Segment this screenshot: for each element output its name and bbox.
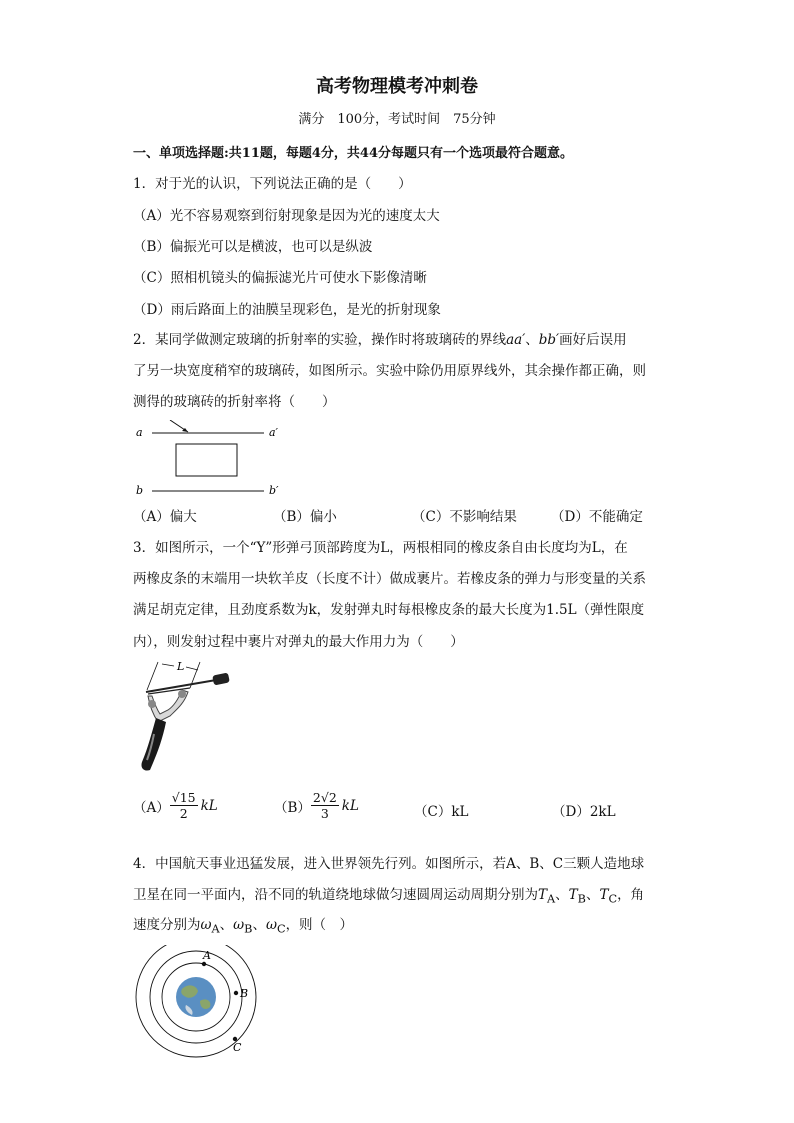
label-C: C [233, 1041, 242, 1054]
q3-option-b [274, 790, 359, 821]
glass-block [176, 444, 237, 476]
span-arrow-left [162, 664, 174, 666]
satellite-a [202, 962, 206, 966]
q2-var-bb: bb′ [538, 332, 560, 348]
q4-stem2-end: ，角 [617, 887, 645, 903]
span-mark-left [147, 662, 158, 690]
q3-a-label: （A） [133, 799, 170, 816]
q3-stem-line3: 满足胡克定律，且劲度系数为k，发射弹丸时每根橡皮条的最大长度为1.5L（弹性限度 [133, 602, 645, 618]
q1-option-a: （A）光不容易观察到衍射现象是因为光的速度太大 [133, 208, 440, 224]
q3-option-d: （D）2kL [552, 804, 616, 820]
q4-stem-line1: 4．中国航天事业迅猛发展，进入世界领先行列。如图所示，若A、B、C三颗人造地球 [133, 856, 645, 872]
q4-wc: ω [265, 917, 277, 933]
q4-wb: ω [233, 917, 245, 933]
q2-stem-line2: 了另一块宽度稍窄的玻璃砖，如图所示。实验中除仍用原界线外，其余操作都正确，则 [133, 363, 646, 379]
q4-ta-sub: A [547, 892, 556, 906]
q3-b-label: （B） [274, 799, 311, 816]
q4-wa-sub: A [211, 922, 220, 936]
q3-a-num: √15 [171, 790, 196, 805]
q2-stem-text-end: 画好后误用 [559, 332, 627, 348]
slingshot-figure [130, 652, 232, 777]
q4-stem3-text: 速度分别为 [133, 917, 201, 933]
q3-b-tail: kL [341, 797, 359, 814]
q2-figure [130, 420, 290, 502]
q2-stem-line1 [133, 328, 627, 348]
earth-icon [176, 977, 216, 1017]
q3-b-num: 2√2 [312, 790, 337, 805]
fig-label-a: a [136, 426, 143, 439]
q3-stem-line2: 两橡皮条的末端用一块软羊皮（长度不计）做成裹片。若橡皮条的弹力与形变量的关系 [133, 571, 646, 587]
q4-wb-sub: B [244, 922, 253, 936]
q3-a-fraction [170, 790, 198, 821]
q2-sep: 、 [525, 332, 539, 348]
q4-stem2-text: 卫星在同一平面内，沿不同的轨道绕地球做匀速圆周运动周期分别为 [133, 887, 538, 903]
q4-stem-line3: 速度分别为$\omega_A$、$\omega_B$、$\omega_C$，则（ ） [133, 917, 354, 936]
q4-tc: T [599, 887, 609, 903]
label-B: B [240, 987, 249, 1000]
q3-option-a [133, 790, 218, 821]
fork-tip-right [178, 690, 186, 698]
orbit-figure [126, 945, 266, 1060]
q3-b-den: 3 [320, 806, 329, 821]
q2-option-d: （D）不能确定 [551, 509, 643, 525]
span-arrow-right [186, 667, 198, 670]
q3-stem-line1: 3．如图所示，一个“Y”形弹弓顶部跨度为L，两根相同的橡皮条自由长度均为L，在 [133, 540, 628, 556]
q3-b-fraction [311, 790, 339, 821]
rubber-band [146, 679, 222, 692]
slingshot-handle [141, 718, 166, 771]
q1-option-d: （D）雨后路面上的油膜呈现彩色，是光的折射现象 [133, 302, 441, 318]
satellite-b [234, 991, 238, 995]
q3-a-tail: kL [200, 797, 218, 814]
section-heading: 一、单项选择题:共11题，每题4分，共44分每题只有一个选项最符合题意。 [133, 146, 574, 161]
q2-option-a: （A）偏大 [133, 509, 197, 525]
page-title: 高考物理模考冲刺卷 [316, 76, 478, 97]
span-label-L: L [177, 660, 185, 673]
q4-stem3-end: ，则（ ） [285, 917, 354, 933]
q4-tb: T [568, 887, 578, 903]
exam-info: 满分 100分，考试时间 75分钟 [298, 112, 496, 127]
q2-stem-line3: 测得的玻璃砖的折射率将（ ） [133, 394, 336, 410]
q1-option-c: （C）照相机镜头的偏振滤光片可使水下影像清晰 [133, 270, 427, 286]
fig-label-b-prime: b′ [269, 484, 279, 497]
q4-tc-sub: C [608, 892, 618, 906]
q4-wa: ω [200, 917, 212, 933]
q3-a-den: 2 [179, 806, 188, 821]
q2-option-b: （B）偏小 [273, 509, 337, 525]
q1-stem: 1．对于光的认识，下列说法正确的是（ ） [133, 176, 412, 192]
q4-tb-sub: B [577, 892, 586, 906]
pouch [212, 672, 230, 685]
q2-var-aa: aa′ [506, 332, 526, 348]
fork-tip-left [148, 700, 156, 708]
q4-wc-sub: C [276, 922, 286, 936]
label-A: A [203, 949, 211, 962]
q4-ta: T [538, 887, 548, 903]
q4-stem-line2: 卫星在同一平面内，沿不同的轨道绕地球做匀速圆周运动周期分别为$T_A$、$T_B$、$T_C$，角 [133, 887, 645, 906]
q1-option-b: （B）偏振光可以是横波，也可以是纵波 [133, 239, 373, 255]
fig-label-b: b [136, 484, 144, 497]
q2-option-c: （C）不影响结果 [412, 509, 517, 525]
q3-option-c: （C）kL [414, 804, 469, 820]
fig-label-a-prime: a′ [269, 426, 279, 439]
q3-stem-line4: 内），则发射过程中裹片对弹丸的最大作用力为（ ） [133, 634, 464, 650]
q2-stem-text: 2．某同学做测定玻璃的折射率的实验，操作时将玻璃砖的界线 [133, 332, 507, 348]
